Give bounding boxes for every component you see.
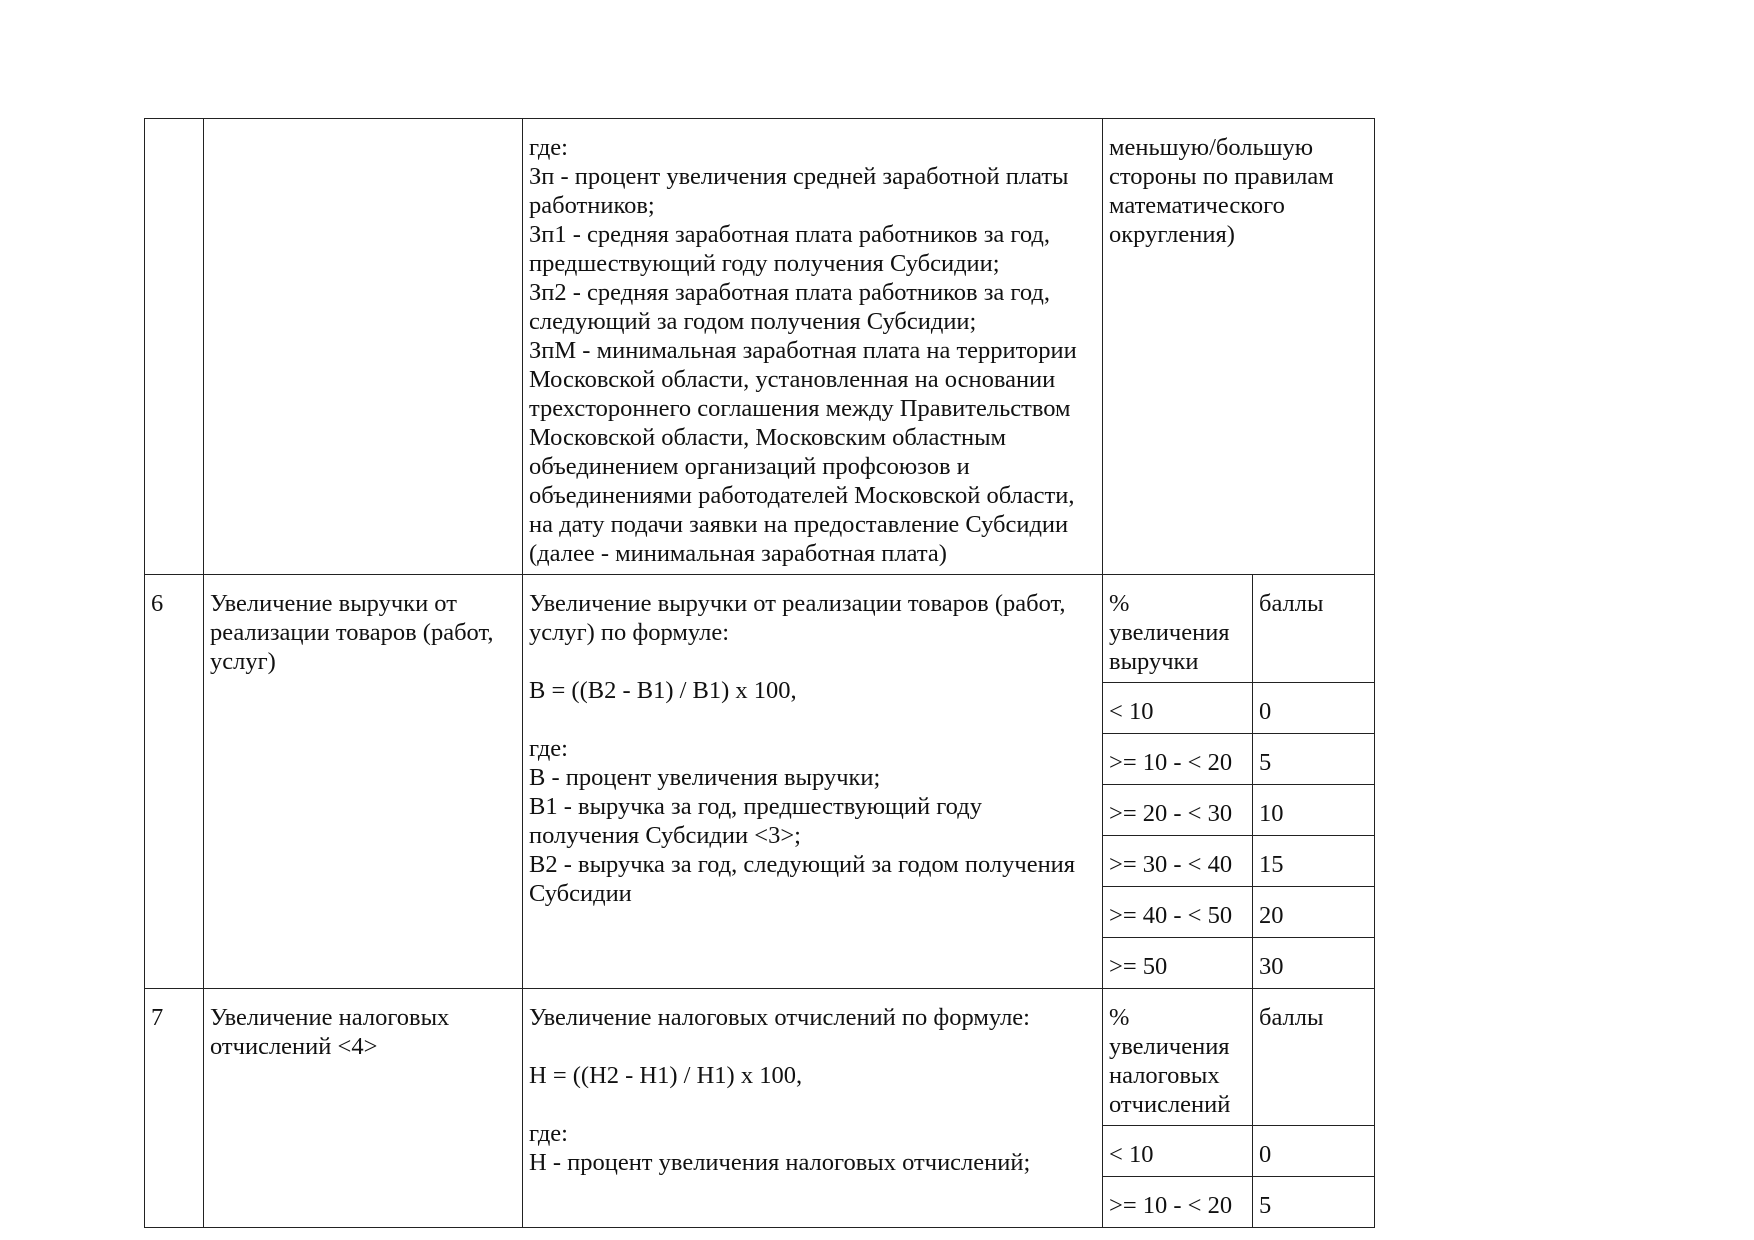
- row-number-cell: 7: [145, 989, 204, 1228]
- row-number-cell: [145, 119, 204, 575]
- formula-expression: Н = ((Н2 - Н1) / Н1) x 100,: [529, 1062, 803, 1089]
- scale-points: 5: [1253, 734, 1375, 785]
- definition-n: Н - процент увеличения налоговых отчислений;: [529, 1149, 1031, 1176]
- scale-points: 0: [1253, 683, 1375, 734]
- criterion-name-cell: [204, 119, 523, 575]
- scale-criterion: < 10: [1103, 683, 1253, 734]
- criterion-name-cell: Увеличение выручки от реализации товаров (работ, услуг): [204, 575, 523, 989]
- table-row-7: [145, 989, 1375, 1126]
- definition-zp1: Зп1 - средняя заработная плата работников за год, предшествующий году получения Субсидии;: [529, 221, 1050, 277]
- scale-points: 15: [1253, 836, 1375, 887]
- table-row-salary-continuation: [145, 119, 1375, 575]
- rounding-note-cell: меньшую/большую стороны по правилам математического округления): [1103, 119, 1375, 575]
- scale-criterion: >= 20 - < 30: [1103, 785, 1253, 836]
- scale-criterion: >= 40 - < 50: [1103, 887, 1253, 938]
- formula-cell: [523, 575, 1103, 989]
- where-label: где:: [529, 1120, 568, 1147]
- scale-points: 10: [1253, 785, 1375, 836]
- scale-criterion: >= 10 - < 20: [1103, 734, 1253, 785]
- formula-cell: [523, 989, 1103, 1228]
- row-number-cell: 6: [145, 575, 204, 989]
- formula-expression: В = ((В2 - В1) / В1) x 100,: [529, 677, 797, 704]
- scale-criterion: >= 50: [1103, 938, 1253, 989]
- scale-criterion: >= 10 - < 20: [1103, 1177, 1253, 1228]
- formula-intro: Увеличение налоговых отчислений по формуле:: [529, 1004, 1030, 1031]
- scale-header-criterion: % увеличения выручки: [1103, 575, 1253, 683]
- formula-cell: [523, 119, 1103, 575]
- definition-v: В - процент увеличения выручки;: [529, 764, 881, 791]
- scale-points: 5: [1253, 1177, 1375, 1228]
- where-label: где:: [529, 134, 568, 161]
- criterion-name-cell: Увеличение налоговых отчислений <4>: [204, 989, 523, 1228]
- scale-criterion: >= 30 - < 40: [1103, 836, 1253, 887]
- scale-header-points: баллы: [1253, 575, 1375, 683]
- formula-intro: Увеличение выручки от реализации товаров (работ, услуг) по формуле:: [529, 590, 1066, 646]
- table-row-6: [145, 575, 1375, 683]
- definition-v2: В2 - выручка за год, следующий за годом получения Субсидии: [529, 851, 1076, 907]
- definition-zpm: ЗпМ - минимальная заработная плата на территории Московской области, установленная на основании трехстороннего соглашения между Правительством Московской области, Московским областным объединением организаций профсоюзов и объединениями работодателей Московской области, на дату подачи заявки на предоставление Субсидии (далее - минимальная заработная плата): [529, 337, 1077, 567]
- definition-zp: Зп - процент увеличения средней заработной платы работников;: [529, 163, 1069, 219]
- definition-zp2: Зп2 - средняя заработная плата работников за год, следующий за годом получения Субсидии;: [529, 279, 1050, 335]
- scale-points: 30: [1253, 938, 1375, 989]
- scale-points: 0: [1253, 1126, 1375, 1177]
- scale-header-criterion: % увеличения налоговых отчислений: [1103, 989, 1253, 1126]
- where-label: где:: [529, 735, 568, 762]
- scale-points: 20: [1253, 887, 1375, 938]
- scale-header-points: баллы: [1253, 989, 1375, 1126]
- definition-v1: В1 - выручка за год, предшествующий году получения Субсидии <3>;: [529, 793, 982, 849]
- criteria-table: [144, 118, 1375, 1228]
- scale-criterion: < 10: [1103, 1126, 1253, 1177]
